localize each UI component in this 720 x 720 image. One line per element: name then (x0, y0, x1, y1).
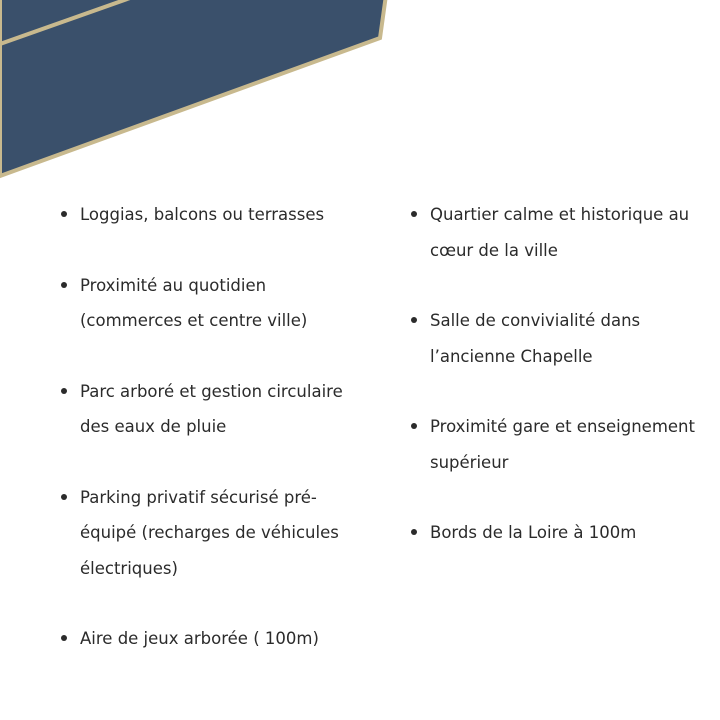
list-item-text: Salle de convivialité dans l’ancienne Chapelle (430, 311, 641, 366)
list-item-text: Loggias, balcons ou terrasses (80, 205, 325, 224)
list-item (408, 197, 708, 268)
list-item-text: Aire de jeux arborée ( 100m) (80, 629, 319, 648)
list-item-text: Bords de la Loire à 100m (430, 523, 637, 542)
bullet-icon (61, 282, 67, 288)
bullet-icon (411, 317, 417, 323)
list-item (58, 374, 358, 445)
bullet-icon (411, 423, 417, 429)
banner-shape (0, 0, 386, 176)
feature-list-left (58, 197, 358, 692)
list-item (58, 480, 358, 587)
list-item-text: Parking privatif sécurisé pré-équipé (recharges de véhicules électriques) (80, 487, 339, 578)
list-item (58, 197, 358, 233)
bullet-icon (61, 388, 67, 394)
list-item (58, 621, 358, 657)
bullet-icon (61, 494, 67, 500)
feature-list-right (408, 197, 708, 586)
list-item (408, 515, 708, 551)
list-item-text: Proximité au quotidien (commerces et centre ville) (80, 275, 308, 330)
bullet-icon (411, 529, 417, 535)
list-item-text: Proximité gare et enseignement supérieur (430, 417, 695, 472)
decorative-banner (0, 0, 400, 200)
bullet-icon (61, 635, 67, 641)
list-item-text: Quartier calme et historique au cœur de la ville (430, 205, 690, 260)
list-item (408, 409, 708, 480)
bullet-icon (61, 211, 67, 217)
bullet-icon (411, 211, 417, 217)
list-item-text: Parc arboré et gestion circulaire des eaux de pluie (80, 381, 343, 436)
list-item (408, 303, 708, 374)
list-item (58, 268, 358, 339)
